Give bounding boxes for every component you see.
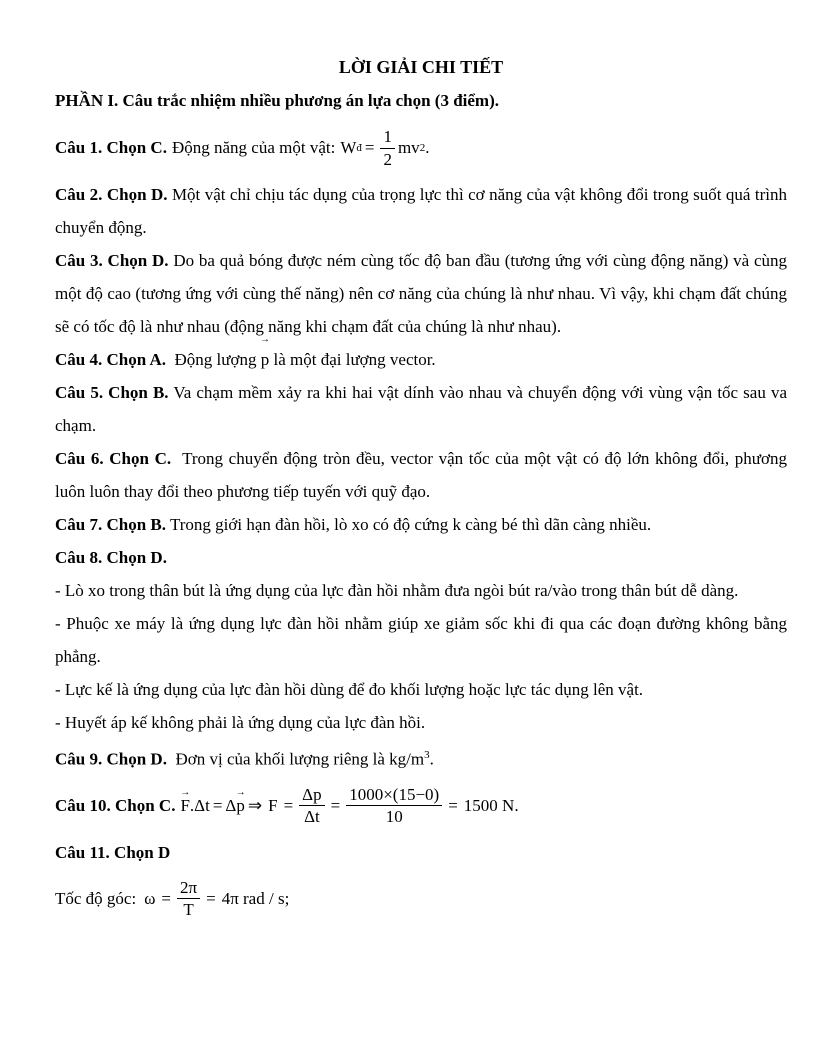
question-1-formula (340, 127, 429, 169)
math-token: = (206, 888, 216, 908)
question-3-label: Câu 3. Chọn D. (55, 251, 169, 271)
momentum-vector-symbol: p → (261, 343, 270, 376)
math-fraction (299, 785, 324, 827)
math-denominator: 2 (383, 149, 392, 169)
question-9-text: Đơn vị của khối lượng riêng là kg/m (175, 749, 425, 769)
momentum-vector-symbol: p → (236, 796, 245, 816)
math-token: = (283, 795, 294, 815)
math-numerator: 1000×(15−0) (346, 785, 442, 807)
question-3-text: Do ba quả bóng được ném cùng tốc độ ban đầu (tương ứng với cùng động năng) và cùng một độ cao (tương ứng với cùng thế năng) nên cơ năng của chúng là như nhau. Vì vậy, khi chạm đất chúng sẽ có tốc độ là như nhau (động năng khi chạm đất của chúng là như nhau). (55, 251, 787, 337)
part1-heading: PHẦN I. Câu trắc nhiệm nhiều phương án lựa chọn (3 điểm). (55, 91, 500, 110)
question-10-label: Câu 10. Chọn C. (55, 795, 176, 815)
math-superscript: 2 (419, 142, 426, 155)
question-11-formula (141, 878, 292, 920)
question-9 (55, 739, 787, 776)
question-9-label: Câu 9. Chọn D. (55, 749, 167, 769)
math-token: Δ (225, 795, 237, 815)
question-7-text: Trong giới hạn đàn hồi, lò xo có độ cứng k càng bé thì dãn càng nhiều. (169, 515, 652, 535)
question-8-bullet-4: - Huyết áp kế không phải là ứng dụng của lực đàn hồi. (55, 713, 426, 733)
math-fraction (380, 127, 395, 169)
question-8-bullet-1: - Lò xo trong thân bút là ứng dụng của lực đàn hồi nhằm đưa ngòi bút ra/vào trong thân bút dễ dàng. (55, 581, 739, 601)
math-numerator: 1 (380, 127, 395, 149)
math-result: 4π rad / s; (221, 888, 290, 908)
question-4-text: Động lượng (174, 350, 257, 370)
math-denominator: T (183, 900, 194, 920)
math-subscript: đ (356, 142, 362, 155)
math-token: = (364, 138, 375, 158)
question-5-label: Câu 5. Chọn B. (55, 383, 169, 403)
question-5-text: Va chạm mềm xảy ra khi hai vật dính vào nhau và chuyển động với vùng vận tốc sau va chạm. (55, 383, 787, 436)
math-token: = (161, 888, 171, 908)
math-token: . (425, 138, 430, 158)
math-denominator: Δt (304, 807, 320, 827)
force-vector-symbol: F → (180, 796, 189, 816)
question-2 (55, 178, 787, 244)
question-8 (55, 541, 787, 574)
question-11-label: Câu 11. Chọn D (55, 842, 171, 862)
math-token: = (330, 795, 341, 815)
question-11-solution (55, 869, 787, 929)
question-10 (55, 776, 787, 836)
math-token: = (448, 795, 458, 815)
question-8-bullet-3: - Lực kế là ứng dụng của lực đàn hồi dùng để đo khối lượng hoặc lực tác dụng lên vật. (55, 680, 644, 700)
question-4 (55, 343, 787, 376)
math-numerator: Δp (299, 785, 324, 807)
document-title: LỜI GIẢI CHI TIẾT (338, 57, 504, 77)
question-6 (55, 442, 787, 508)
question-4-text-2: là một đại lượng vector. (273, 350, 436, 370)
math-token: mv (397, 138, 420, 158)
question-6-text: Trong chuyển động tròn đều, vector vận tốc của một vật có độ lớn không đổi, phương luôn luôn thay đổi theo phương tiếp tuyến với quỹ đạo. (55, 449, 787, 502)
question-2-text: Một vật chỉ chịu tác dụng của trọng lực thì cơ năng của vật không đổi trong suốt quá trình chuyển động. (55, 185, 788, 238)
question-4-label: Câu 4. Chọn A. (55, 350, 167, 370)
question-10-formula (180, 785, 521, 827)
math-token: .Δt (189, 795, 210, 815)
question-8-bullet-2: - Phuộc xe máy là ứng dụng lực đàn hồi nhằm giúp xe giảm sốc khi đi qua các đoạn đường không bằng phẳng. (55, 614, 787, 667)
question-11 (55, 836, 787, 869)
question-1-label: Câu 1. Chọn C. (55, 138, 167, 158)
question-9-text-end: . (429, 749, 434, 769)
math-numerator: 2π (177, 878, 200, 900)
question-7 (55, 508, 787, 541)
math-result: 1500 N. (463, 795, 519, 815)
question-8-label: Câu 8. Chọn D. (55, 548, 167, 568)
math-token: = (212, 795, 223, 815)
question-3 (55, 244, 787, 343)
math-fraction (177, 878, 200, 920)
math-denominator: 10 (385, 807, 403, 827)
question-6-label: Câu 6. Chọn C. (55, 449, 172, 469)
math-token: W (340, 138, 357, 158)
implies-arrow: ⇒ (247, 795, 263, 815)
question-7-label: Câu 7. Chọn B. (55, 515, 167, 535)
math-fraction (346, 785, 442, 827)
omega-symbol: ω (144, 888, 156, 908)
math-token: F (268, 795, 278, 815)
question-2-label: Câu 2. Chọn D. (55, 185, 168, 205)
question-5 (55, 376, 787, 442)
question-1-text: Động năng của một vật: (171, 138, 336, 158)
question-1 (55, 118, 787, 178)
math-superscript: 3 (424, 749, 430, 762)
question-11-text: Tốc độ góc: (55, 888, 137, 908)
